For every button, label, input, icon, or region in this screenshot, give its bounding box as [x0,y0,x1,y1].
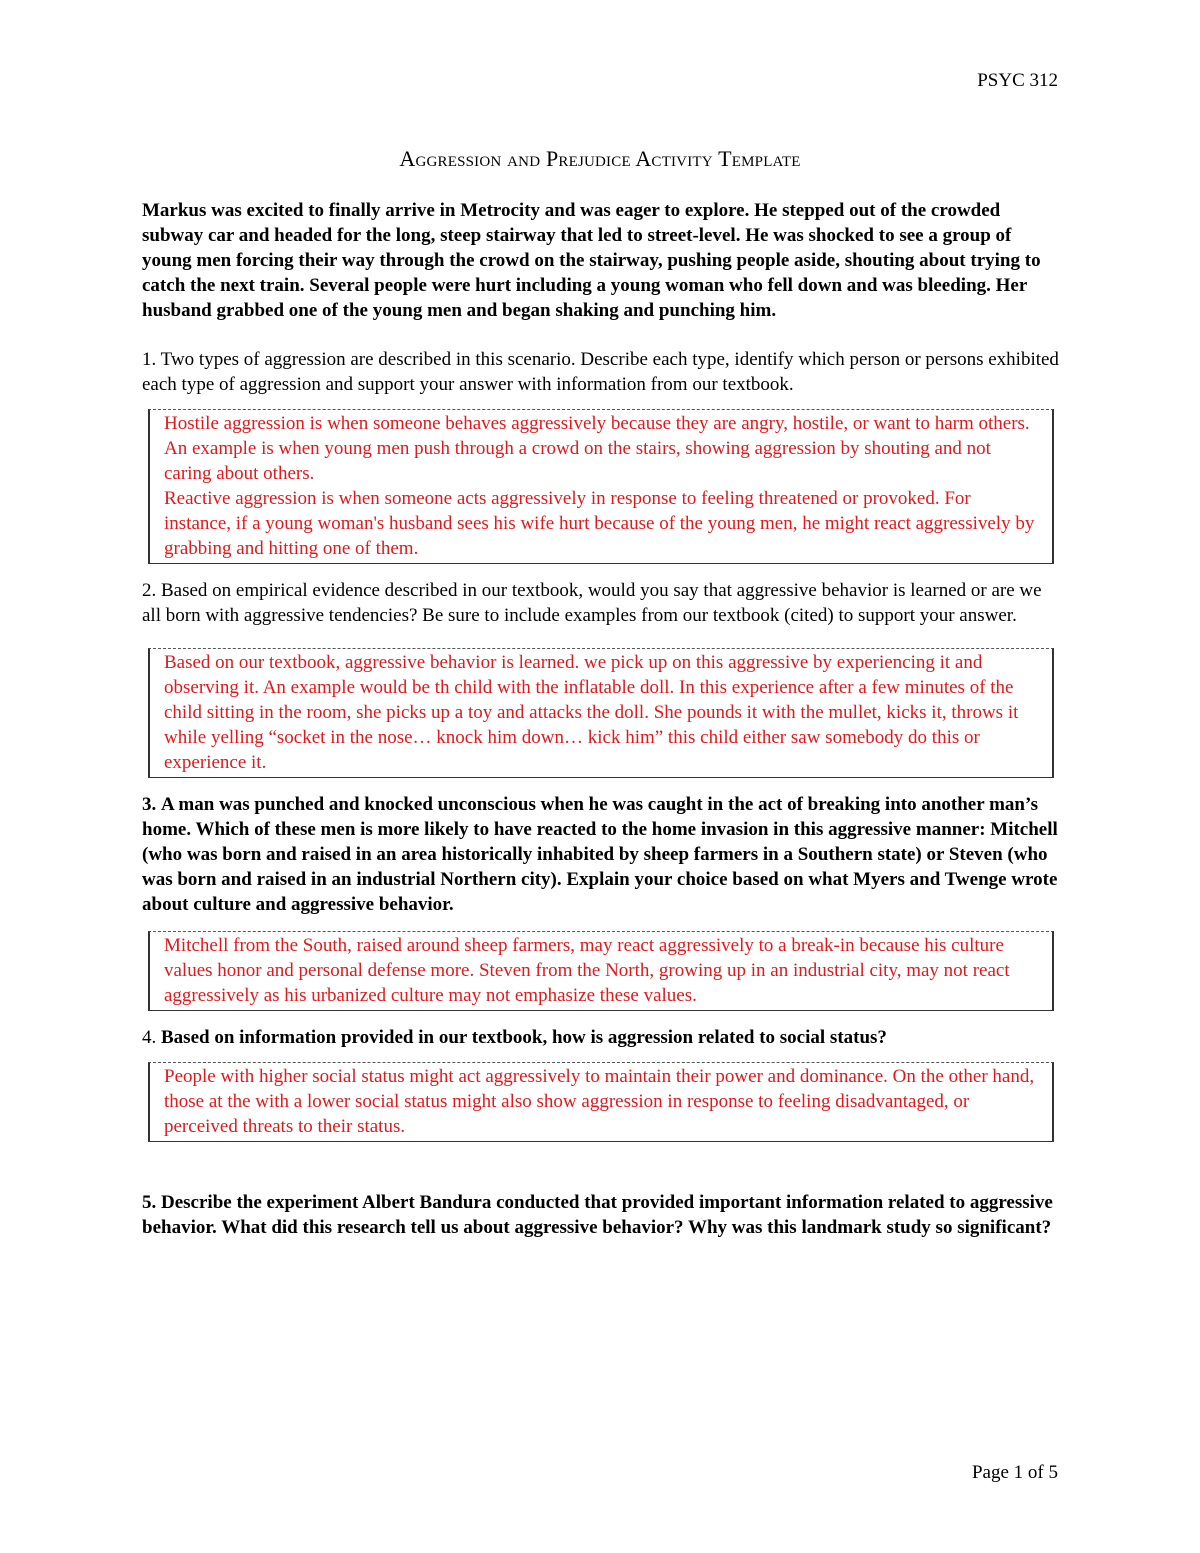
question-5 [142,1190,1062,1240]
document-body [142,198,1062,1240]
page-number: Page 1 of 5 [971,1462,1058,1483]
question-3-number: 3. [142,794,157,815]
question-5-text: Describe the experiment Albert Bandura conducted that provided important information related to aggressive behavior. What did this research tell us about aggressive behavior? Why was this landmark study so significant? [142,1192,1053,1238]
document-title [0,146,1200,172]
answer-3-paragraph-1: Mitchell from the South, raised around sheep farmers, may react aggressively to a break-in because his culture values honor and personal defense more. Steven from the North, growing up in an industrial city, may not react aggressively as his urbanized culture may not emphasize these values. [164,935,1010,1006]
title-word-5: Template [718,146,801,171]
scenario-text: Markus was excited to finally arrive in Metrocity and was eager to explore. He stepped out of the crowded subway car and headed for the long, steep stairway that led to street-level. He was shocked to see a group of young men forcing their way through the crowd on the stairway, pushing people aside, shouting about trying to catch the next train. Several people were hurt including a young woman who fell down and was bleeding. Her husband grabbed one of the young men and began shaking and punching him. [142,200,1041,321]
answer-1-paragraph-1: Hostile aggression is when someone behaves aggressively because they are angry, hostile, or want to harm others. An example is when young men push through a crowd on the stairs, showing aggression by shouting and not caring about others. [164,413,1030,484]
title-word-2: and [507,146,541,171]
title-word-1: Aggression [399,146,502,171]
question-1-number: 1. [142,349,157,370]
answer-1-paragraph-2: Reactive aggression is when someone acts aggressively in response to feeling threatened or provoked. For instance, if a young woman's husband sees his wife hurt because of the young men, he might react aggressively by grabbing and hitting one of them. [164,488,1035,559]
question-4-number: 4. [142,1027,157,1048]
question-2-number: 2. [142,580,157,601]
question-4 [142,1025,1062,1050]
course-code: PSYC 312 [977,70,1058,91]
question-1 [142,347,1062,397]
answer-box-2[interactable] [148,648,1054,778]
question-2-text: Based on empirical evidence described in our textbook, would you say that aggressive behavior is learned or are we all born with aggressive tendencies? Be sure to include examples from our textbook (cited) to support your answer. [142,580,1042,626]
question-1-text: Two types of aggression are described in this scenario. Describe each type, identify which person or persons exhibited each type of aggression and support your answer with information from our textbook. [142,349,1059,395]
title-word-3: Prejudice [545,146,631,171]
question-3-text: A man was punched and knocked unconscious when he was caught in the act of breaking into another man’s home. Which of these men is more likely to have reacted to the home invasion in this aggressive manner: Mitchell (who was born and raised in an area historically inhabited by sheep farmers in a Southern state) or Steven (who was born and raised in an industrial Northern city). Explain your choice based on what Myers and Twenge wrote about culture and aggressive behavior. [142,794,1058,915]
question-3 [142,792,1062,917]
question-2 [142,578,1062,628]
answer-box-1[interactable] [148,409,1054,564]
answer-box-4[interactable] [148,1062,1054,1142]
question-5-number: 5. [142,1192,157,1213]
answer-4-paragraph-1: People with higher social status might act aggressively to maintain their power and dominance. On the other hand, those at the with a lower social status might also show aggression in response to feeling disadvantaged, or perceived threats to their status. [164,1066,1035,1137]
title-word-4: Activity [635,146,713,171]
answer-box-3[interactable] [148,931,1054,1011]
question-4-text: Based on information provided in our textbook, how is aggression related to social status? [161,1027,887,1048]
answer-2-paragraph-1: Based on our textbook, aggressive behavior is learned. we pick up on this aggressive by experiencing it and observing it. An example would be th child with the inflatable doll. In this experience after a few minutes of the child sitting in the room, she picks up a toy and attacks the doll. She pounds it with the mullet, kicks it, throws it while yelling “socket in the nose… knock him down… kick him” this child either saw somebody do this or experience it. [164,652,1019,773]
